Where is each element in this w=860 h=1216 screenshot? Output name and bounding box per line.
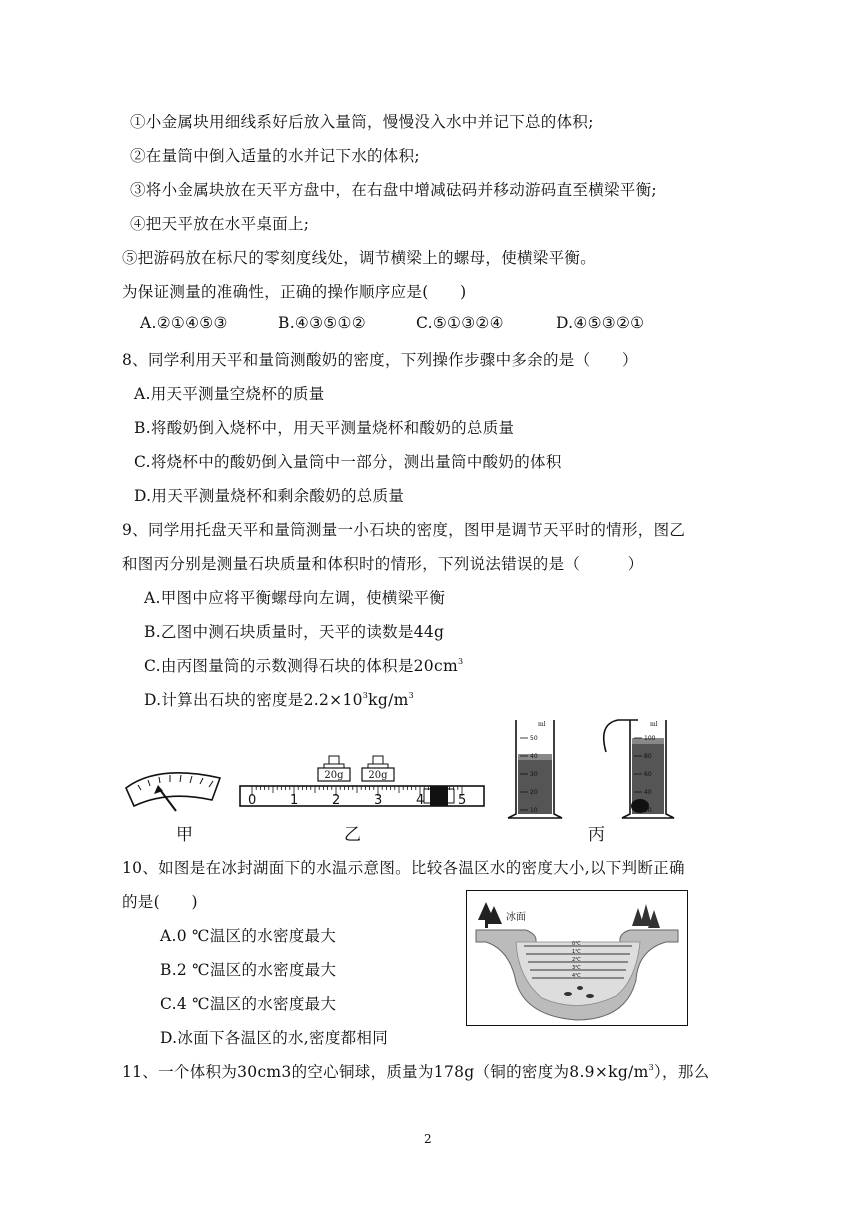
cylinder-before [508, 720, 562, 818]
weight-label-b: 20g [368, 770, 388, 781]
q9-option-a: A.甲图中应将平衡螺母向左调，使横梁平衡 [144, 589, 446, 607]
q7-option-a: A.②①④⑤③ [140, 314, 228, 332]
label-yi: 乙 [344, 825, 361, 845]
q10-question-line1: 10、如图是在冰封湖面下的水温示意图。比较各温区水的密度大小,以下判断正确 [122, 859, 685, 877]
q7-option-b: B.④③⑤①② [278, 314, 366, 332]
lake-temp-label: 3℃ [572, 965, 581, 971]
cylinder-tick-label: 40 [530, 753, 538, 760]
q7-option-d: D.④⑤③②① [556, 314, 645, 332]
ruler-tick-label: 5 [458, 793, 467, 808]
q9-option-c [144, 654, 463, 676]
ruler-tick-label: 4 [416, 793, 425, 808]
q11-text-main: 11、一个体积为30cm3的空心铜球，质量为178g（铜的密度为8.9×kg/m [122, 1063, 649, 1081]
cylinder-tick-label: 30 [530, 771, 538, 778]
q8-option-c: C.将烧杯中的酸奶倒入量筒中一部分，测出量筒中酸奶的体积 [134, 453, 562, 471]
cylinder-tick-label: 100 [644, 735, 656, 742]
ruler-tick-label: 0 [248, 793, 257, 808]
ruler-tick-label: 3 [374, 793, 383, 808]
q8-option-a: A.用天平测量空烧杯的质量 [134, 385, 325, 403]
q10-option-d: D.冰面下各温区的水,密度都相同 [160, 1029, 389, 1047]
balance-scale-ruler [240, 786, 484, 806]
q11-text-sup: 3 [648, 1063, 654, 1072]
cylinder-tick-label: 20 [644, 807, 652, 814]
step-1: ①小金属块用细线系好后放入量筒，慢慢没入水中并记下总的体积; [130, 113, 594, 131]
step-2: ②在量筒中倒入适量的水并记下水的体积; [130, 147, 420, 165]
q8-option-b: B.将酸奶倒入烧杯中，用天平测量烧杯和酸奶的总质量 [134, 419, 515, 437]
ruler-tick-label: 1 [290, 793, 299, 808]
cylinder-tick-label: 60 [644, 771, 652, 778]
step-4: ④把天平放在水平桌面上; [130, 215, 310, 233]
cylinder-tick-label: 10 [530, 807, 538, 814]
q10-option-b: B.2 ℃温区的水密度最大 [160, 961, 337, 979]
lake-temp-label: 1℃ [572, 949, 581, 955]
q11-text [122, 1060, 709, 1082]
cylinder-tick-label: 20 [530, 789, 538, 796]
q9-option-d-unit: kg/m [368, 691, 409, 709]
q10-option-c: C.4 ℃温区的水密度最大 [160, 995, 337, 1013]
q8-option-d: D.用天平测量烧杯和剩余酸奶的总质量 [134, 487, 405, 505]
q9-option-d-sup1: 3 [362, 691, 369, 700]
q9-figure [118, 716, 678, 846]
balance-dial [126, 773, 220, 811]
cylinder-tick-label: 80 [644, 753, 652, 760]
q7-option-c: C.⑤①③②④ [416, 314, 504, 332]
q9-option-d [144, 688, 414, 710]
q9-option-b: B.乙图中测石块质量时，天平的读数是44g [144, 623, 445, 641]
q10-question-line2: 的是( ) [122, 893, 198, 911]
weight-20g-b [362, 756, 394, 781]
weight-20g-a [318, 756, 350, 781]
label-bing: 丙 [588, 825, 605, 845]
lake-figure [466, 890, 688, 1026]
step-3: ③将小金属块放在天平方盘中，在右盘中增减砝码并移动游码直至横梁平衡; [130, 181, 657, 199]
page-number: 2 [424, 1132, 432, 1146]
q8-question: 8、同学利用天平和量筒测酸奶的密度，下列操作步骤中多余的是（ ） [122, 351, 638, 369]
step-5: ⑤把游码放在标尺的零刻度线处，调节横梁上的螺母，使横梁平衡。 [122, 249, 597, 267]
cylinder-after [604, 720, 674, 818]
q9-question-line1: 9、同学用托盘天平和量筒测量一小石块的密度，图甲是调节天平时的情形，图乙 [122, 521, 686, 539]
cyl2-unit: ml [650, 721, 658, 728]
lake-temp-label: 4℃ [572, 973, 581, 979]
q7-question: 为保证测量的准确性，正确的操作顺序应是( ) [122, 283, 467, 301]
label-jia: 甲 [176, 825, 193, 845]
q9-option-c-sup: 3 [457, 657, 464, 666]
lake-temp-label: 2℃ [572, 957, 581, 963]
q9-option-d-sup2: 3 [408, 691, 414, 700]
q9-question-line2: 和图丙分别是测量石块质量和体积时的情形，下列说法错误的是（ ） [122, 555, 644, 573]
q9-option-c-text: C.由丙图量筒的示数测得石块的体积是20cm [144, 657, 458, 675]
lake-temp-label: 0℃ [572, 941, 581, 947]
lake-surface-label: 冰面 [506, 912, 526, 923]
cylinder-tick-label: 50 [530, 735, 538, 742]
ruler-tick-label: 2 [332, 793, 341, 808]
q10-option-a: A.0 ℃温区的水密度最大 [160, 927, 337, 945]
q11-text-post: ），那么 [653, 1063, 710, 1081]
q9-option-d-text: D.计算出石块的密度是2.2×10 [144, 691, 363, 709]
cyl1-unit: ml [538, 721, 546, 728]
weight-label-a: 20g [324, 770, 344, 781]
cylinder-tick-label: 40 [644, 789, 652, 796]
